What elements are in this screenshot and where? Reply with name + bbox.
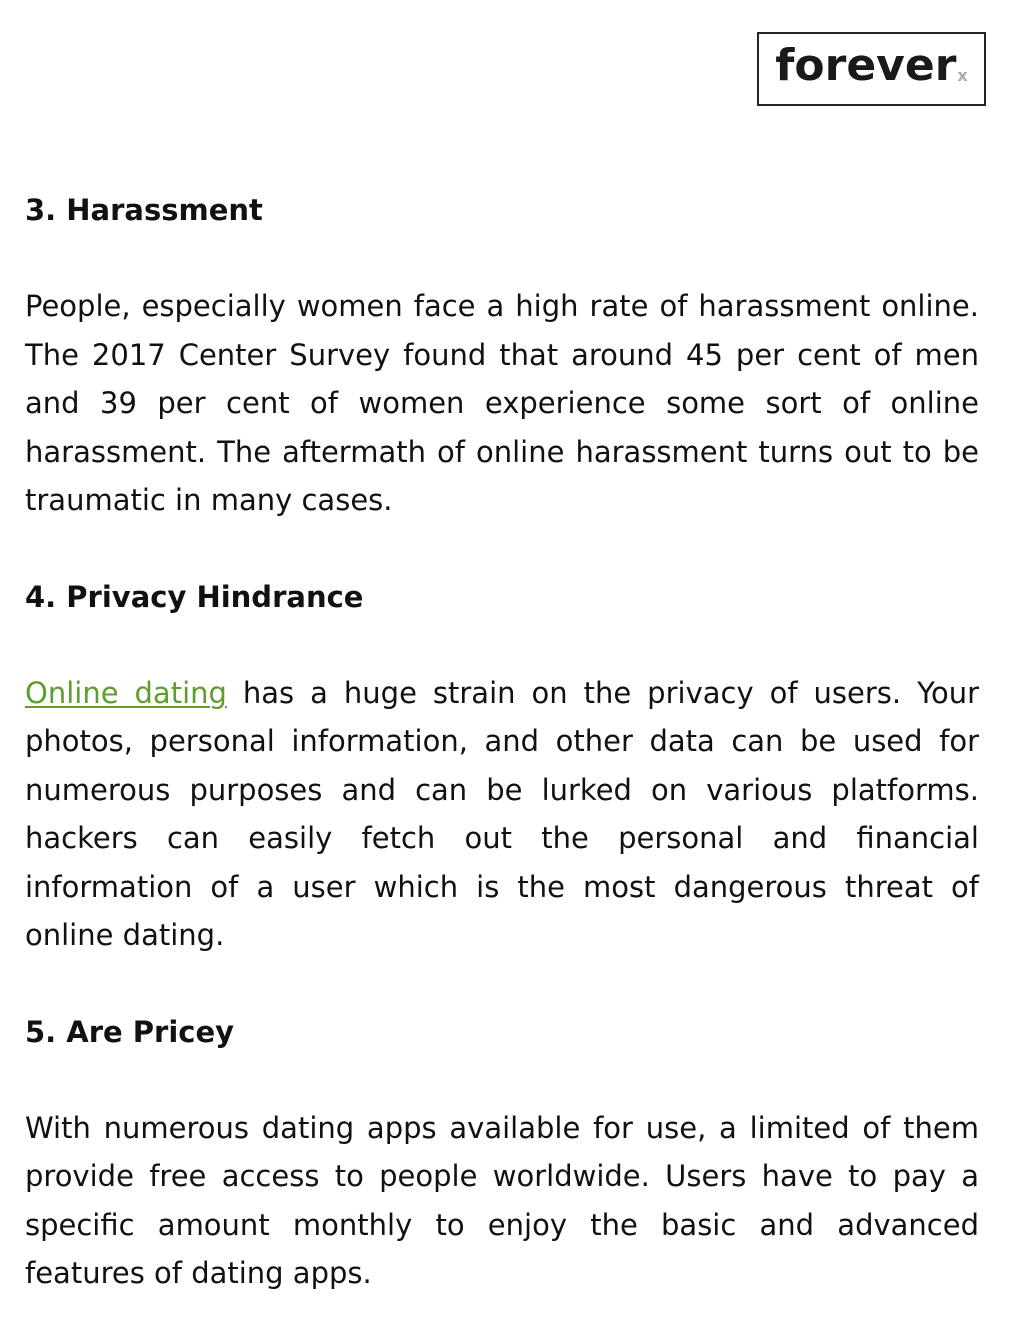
section-body-harassment: People, especially women face a high rate of harassment online. The 2017 Center Survey found that around 45 per cent of men and 39 per cent of women experience some sort of online harassment. The aftermath of online harassment turns out to be traumatic in many cases.	[25, 289, 979, 517]
article-content	[25, 186, 979, 1298]
online-dating-link[interactable]: Online dating	[25, 675, 227, 710]
section-body-privacy	[25, 669, 979, 960]
section-heading-pricey: 5. Are Pricey	[25, 1014, 235, 1049]
section-heading-privacy: 4. Privacy Hindrance	[25, 579, 364, 614]
logo-suffix: x	[957, 65, 968, 85]
section-heading-harassment: 3. Harassment	[25, 193, 263, 227]
section-body-privacy-text: has a huge strain on the privacy of users. Your photos, personal information, and other data can be used for numerous purposes and can be lurked on various platforms. hackers can easily fetch out the personal and financial information of a user which is the most dangerous threat of online dating.	[25, 675, 979, 952]
logo-wordmark: forever	[775, 40, 957, 91]
section-body-pricey: With numerous dating apps available for use, a limited of them provide free access to people worldwide. Users have to pay a specific amount monthly to enjoy the basic and advanced features of dating apps.	[25, 1110, 979, 1290]
forever-logo[interactable]	[757, 32, 986, 106]
